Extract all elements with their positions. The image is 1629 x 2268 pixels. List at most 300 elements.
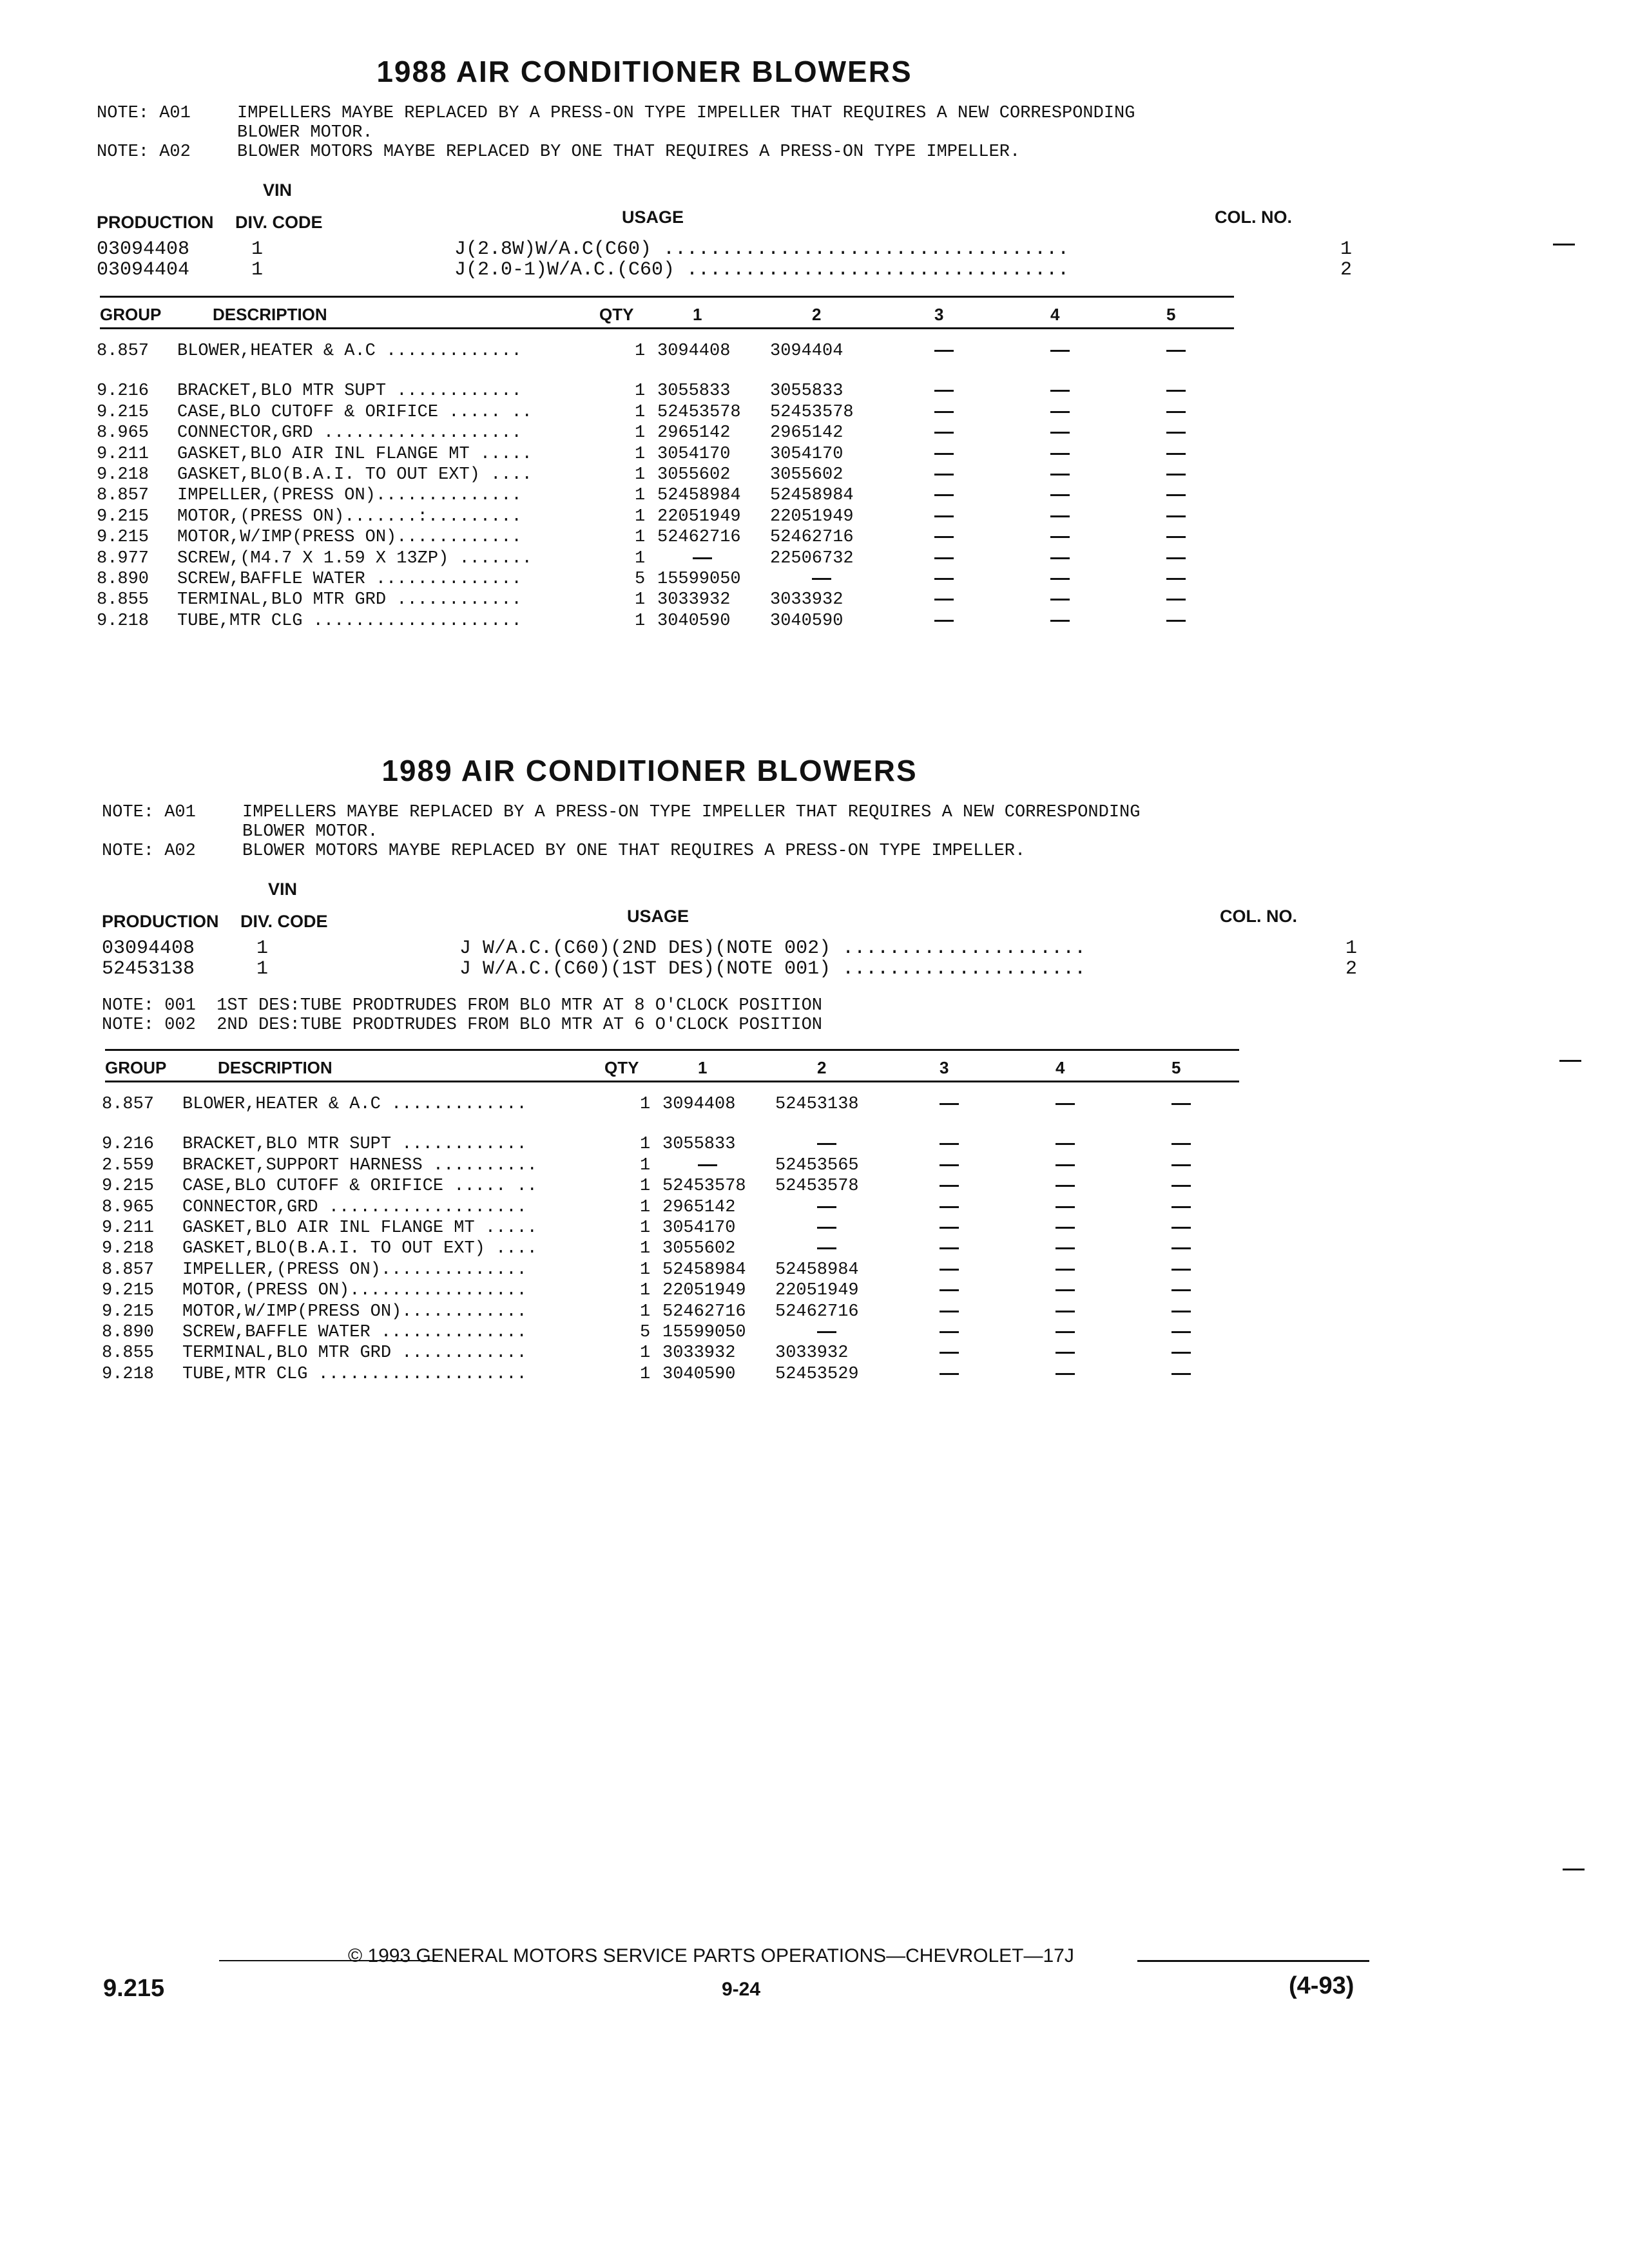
not-applicable-dash [1050,350,1070,352]
column-header-4: 4 [1055,1058,1065,1077]
not-applicable-dash [1171,1227,1191,1229]
revision-date: (4-93) [1289,1972,1354,1999]
part-number: 52458984 [770,486,854,506]
note-line: BLOWER MOTORS MAYBE REPLACED BY ONE THAT REQUIRES A PRESS-ON TYPE IMPELLER. [242,841,1026,861]
part-number: 3055602 [770,465,843,485]
column-header-description: DESCRIPTION [218,1058,333,1077]
note [97,142,1308,162]
usage-text: J W/A.C.(C60)(1ST DES)(NOTE 001) ..................... [459,958,1086,980]
column-header-qty: QTY [599,305,634,324]
vin-label: VIN [268,879,298,899]
section-title: 1989 AIR CONDITIONER BLOWERS [381,754,918,787]
not-applicable-dash [934,557,954,559]
usage-text: J(2.8W)W/A.C(C60) ................................... [454,238,1070,260]
note [97,104,1308,142]
table-row [97,485,1308,506]
not-applicable-dash [940,1206,959,1208]
not-applicable-dash [940,1289,959,1291]
group-code: 8.855 [97,590,149,610]
not-applicable-dash [934,494,954,496]
part-description: CONNECTOR,GRD ................... [177,423,522,443]
not-applicable-dash [1166,474,1186,476]
note-text [237,142,1308,162]
table-row [97,527,1308,548]
part-number: 52453565 [775,1155,859,1175]
column-header-1: 1 [693,305,702,324]
group-code: 9.216 [102,1135,155,1155]
not-applicable-dash [934,515,954,517]
part-number: 2965142 [657,423,731,443]
quantity: 1 [635,341,646,361]
part-number: 22051949 [775,1281,859,1301]
not-applicable-dash [812,578,831,580]
not-applicable-dash [934,599,954,601]
not-applicable-dash [1050,557,1070,559]
quantity: 1 [635,548,646,568]
table-row [102,1238,1313,1259]
note-line: BLOWER MOTOR. [242,822,378,841]
column-header-2: 2 [817,1058,827,1077]
part-number: 15599050 [662,1322,746,1342]
not-applicable-dash [940,1373,959,1375]
group-code: 8.965 [97,423,149,443]
not-applicable-dash [1055,1143,1075,1145]
part-description: GASKET,BLO AIR INL FLANGE MT ..... [182,1218,537,1238]
production-note: NOTE: 001 1ST DES:TUBE PRODTRUDES FROM BLO MTR AT 8 O'CLOCK POSITION [102,996,822,1015]
not-applicable-dash [1050,474,1070,476]
note-line: BLOWER MOTORS MAYBE REPLACED BY ONE THAT REQUIRES A PRESS-ON TYPE IMPELLER. [237,142,1021,162]
column-number: 1 [1340,238,1353,260]
usage-text: J(2.0-1)W/A.C.(C60) ................................. [454,259,1070,281]
column-header-group: GROUP [105,1058,167,1077]
not-applicable-dash [934,411,954,413]
part-number: 3055602 [657,465,731,485]
not-applicable-dash [934,620,954,622]
margin-mark [1559,1060,1581,1062]
part-number: 3054170 [657,444,731,464]
quantity: 1 [640,1155,651,1175]
note-label: NOTE: A01 [102,803,196,822]
not-applicable-dash [1055,1206,1075,1208]
group-code: 8.857 [102,1260,155,1280]
production-note: NOTE: 002 2ND DES:TUBE PRODTRUDES FROM BLO MTR AT 6 O'CLOCK POSITION [102,1015,822,1035]
quantity: 1 [640,1135,651,1155]
not-applicable-dash [1050,453,1070,455]
copyright: © 1993 GENERAL MOTORS SERVICE PARTS OPERATIONS—CHEVROLET—17J [348,1945,1074,1966]
part-number: 52458984 [775,1260,859,1280]
table-row [102,1218,1313,1238]
quantity: 1 [640,1281,651,1301]
part-number: 52462716 [770,528,854,548]
catalog-section [97,55,1353,631]
not-applicable-dash [1050,390,1070,392]
part-number: 15599050 [657,569,741,589]
table-row [102,1176,1313,1196]
not-applicable-dash [940,1143,959,1145]
part-description: TUBE,MTR CLG .................... [177,611,522,631]
not-applicable-dash [940,1164,959,1166]
quantity: 1 [640,1364,651,1384]
not-applicable-dash [1166,557,1186,559]
table-row [102,1094,1313,1115]
part-description: IMPELLER,(PRESS ON).............. [177,486,522,506]
part-number: 3094408 [657,341,731,361]
not-applicable-dash [1050,620,1070,622]
column-number: 2 [1340,259,1353,281]
column-number: 2 [1345,958,1358,980]
table-row [102,1343,1313,1363]
part-description: BLOWER,HEATER & A.C ............. [177,341,522,361]
col-no-label: COL. NO. [1215,207,1292,227]
part-description: CASE,BLO CUTOFF & ORIFICE ..... .. [182,1177,537,1196]
catalog-section [102,754,1358,1385]
vin-label: VIN [263,180,293,200]
part-number: 3054170 [770,444,843,464]
production-row [97,259,1353,281]
not-applicable-dash [1166,494,1186,496]
group-code: 9.215 [102,1177,155,1196]
quantity: 1 [635,506,646,526]
quantity: 1 [635,528,646,548]
not-applicable-dash [817,1206,836,1208]
section-page-number: 9.215 [103,1975,165,2002]
not-applicable-dash [1171,1269,1191,1271]
not-applicable-dash [1050,432,1070,434]
div-code-label: DIV. CODE [235,213,323,232]
part-description: CASE,BLO CUTOFF & ORIFICE ..... .. [177,402,532,422]
group-code: 8.890 [102,1322,155,1342]
col-no-label: COL. NO. [1220,907,1297,926]
parts-table-body [102,1094,1313,1385]
table-row [102,1302,1313,1322]
part-description: GASKET,BLO AIR INL FLANGE MT ..... [177,444,532,464]
not-applicable-dash [934,432,954,434]
not-applicable-dash [1166,620,1186,622]
table-row [97,465,1308,485]
not-applicable-dash [1171,1206,1191,1208]
production-row [102,958,1358,980]
not-applicable-dash [940,1311,959,1312]
not-applicable-dash [940,1185,959,1187]
group-code: 9.215 [102,1281,155,1301]
part-number: 52453578 [662,1177,746,1196]
column-header-5: 5 [1166,305,1176,324]
quantity: 1 [640,1260,651,1280]
quantity: 5 [640,1322,651,1342]
part-description: GASKET,BLO(B.A.I. TO OUT EXT) .... [182,1239,537,1259]
not-applicable-dash [1055,1289,1075,1291]
production-label: PRODUCTION [97,213,214,232]
group-code: 9.211 [97,444,149,464]
part-number: 3094408 [662,1095,736,1114]
part-number: 3033932 [657,590,731,610]
quantity: 1 [635,611,646,631]
part-number: 3054170 [662,1218,736,1238]
table-row [102,1260,1313,1280]
not-applicable-dash [1055,1352,1075,1354]
group-code: 9.216 [97,381,149,401]
note-text [237,104,1308,142]
not-applicable-dash [934,350,954,352]
group-code: 9.218 [102,1239,155,1259]
quantity: 1 [635,486,646,506]
group-code: 9.218 [102,1364,155,1384]
not-applicable-dash [1166,390,1186,392]
table-row [97,569,1308,590]
part-description: TERMINAL,BLO MTR GRD ............ [182,1343,527,1363]
group-code: 8.857 [97,341,149,361]
div-code: 1 [251,259,264,281]
group-code: 9.218 [97,611,149,631]
group-code: 8.857 [102,1095,155,1114]
not-applicable-dash [1050,494,1070,496]
note-text [242,841,1313,861]
not-applicable-dash [1055,1331,1075,1333]
not-applicable-dash [817,1143,836,1145]
group-code: 8.977 [97,548,149,568]
part-description: TERMINAL,BLO MTR GRD ............ [177,590,522,610]
part-description: SCREW,(M4.7 X 1.59 X 13ZP) ....... [177,548,532,568]
group-code: 9.211 [102,1218,155,1238]
note-label: NOTE: A02 [97,142,191,162]
page-footer [103,1945,1366,2002]
group-code: 9.215 [97,506,149,526]
quantity: 5 [635,569,646,589]
margin-mark [1563,1869,1585,1870]
section-title: 1988 AIR CONDITIONER BLOWERS [376,55,912,88]
not-applicable-dash [1171,1247,1191,1249]
part-number: 3033932 [662,1343,736,1363]
part-number: 52453578 [657,402,741,422]
group-code: 9.218 [97,465,149,485]
part-number: 52462716 [775,1302,859,1321]
not-applicable-dash [1055,1103,1075,1105]
not-applicable-dash [934,536,954,538]
part-number: 52453578 [775,1177,859,1196]
production-number: 52453138 [102,958,195,980]
production-label: PRODUCTION [102,912,219,931]
not-applicable-dash [1055,1373,1075,1375]
group-code: 2.559 [102,1155,155,1175]
part-number: 3094404 [770,341,843,361]
group-code: 8.965 [102,1197,155,1217]
quantity: 1 [640,1218,651,1238]
not-applicable-dash [1171,1331,1191,1333]
column-header-qty: QTY [604,1058,639,1077]
not-applicable-dash [940,1331,959,1333]
not-applicable-dash [1050,599,1070,601]
part-number: 52453138 [775,1095,859,1114]
group-code: 9.215 [102,1302,155,1321]
production-notes [102,996,1313,1035]
table-row [102,1134,1313,1155]
column-header-4: 4 [1050,305,1060,324]
table-row [102,1197,1313,1218]
not-applicable-dash [1166,453,1186,455]
quantity: 1 [635,444,646,464]
page-number: 9-24 [722,1979,761,2000]
not-applicable-dash [1171,1373,1191,1375]
quantity: 1 [635,423,646,443]
part-description: MOTOR,W/IMP(PRESS ON)............ [177,528,522,548]
part-number: 22506732 [770,548,854,568]
column-header-group: GROUP [100,305,162,324]
note [102,841,1313,861]
group-code: 9.215 [97,528,149,548]
production-number: 03094404 [97,259,190,281]
quantity: 1 [635,381,646,401]
table-row [97,341,1308,361]
part-description: BRACKET,BLO MTR SUPT ............ [182,1135,527,1155]
not-applicable-dash [940,1247,959,1249]
not-applicable-dash [1050,578,1070,580]
part-description: BLOWER,HEATER & A.C ............. [182,1095,527,1114]
table-row [97,402,1308,423]
not-applicable-dash [1166,536,1186,538]
group-code: 8.857 [97,486,149,506]
not-applicable-dash [940,1103,959,1105]
usage-label: USAGE [627,907,689,926]
not-applicable-dash [1055,1164,1075,1166]
not-applicable-dash [1166,515,1186,517]
part-description: MOTOR,W/IMP(PRESS ON)............ [182,1302,527,1321]
table-row [102,1364,1313,1385]
quantity: 1 [635,465,646,485]
table-row [97,506,1308,527]
not-applicable-dash [1055,1311,1075,1312]
column-header-3: 3 [940,1058,949,1077]
part-number: 52462716 [662,1302,746,1321]
part-number: 52453529 [775,1364,859,1384]
column-header-description: DESCRIPTION [213,305,327,324]
part-description: CONNECTOR,GRD ................... [182,1197,527,1217]
group-code: 9.215 [97,402,149,422]
not-applicable-dash [1055,1227,1075,1229]
quantity: 1 [640,1239,651,1259]
parts-table-header-rule [105,1081,1239,1082]
parts-table-header [102,1051,1313,1081]
column-header-5: 5 [1171,1058,1181,1077]
production-row [97,238,1353,260]
not-applicable-dash [934,390,954,392]
not-applicable-dash [934,578,954,580]
quantity: 1 [640,1343,651,1363]
not-applicable-dash [817,1227,836,1229]
note-line: BLOWER MOTOR. [237,123,373,142]
note-text [242,803,1313,841]
part-number: 3033932 [775,1343,849,1363]
footer-rule [1137,1960,1369,1962]
part-description: MOTOR,(PRESS ON).......:......... [177,506,522,526]
group-code: 8.890 [97,569,149,589]
not-applicable-dash [1166,411,1186,413]
column-number: 1 [1345,937,1358,959]
part-number: 52458984 [662,1260,746,1280]
production-number: 03094408 [102,937,195,959]
table-row [102,1322,1313,1343]
parts-table-header-rule [100,327,1234,329]
not-applicable-dash [1166,578,1186,580]
part-description: IMPELLER,(PRESS ON).............. [182,1260,527,1280]
table-row [102,1155,1313,1176]
table-row [97,590,1308,610]
parts-table-header [97,298,1308,327]
not-applicable-dash [1055,1269,1075,1271]
note [102,803,1313,841]
quantity: 1 [635,402,646,422]
part-number: 52462716 [657,528,741,548]
column-header-1: 1 [698,1058,708,1077]
note-line: IMPELLERS MAYBE REPLACED BY A PRESS-ON TYPE IMPELLER THAT REQUIRES A NEW CORRESPONDING [237,104,1135,123]
part-number: 2965142 [770,423,843,443]
not-applicable-dash [693,557,712,559]
part-description: MOTOR,(PRESS ON)................. [182,1281,527,1301]
group-code: 8.855 [102,1343,155,1363]
not-applicable-dash [817,1331,836,1333]
part-number: 22051949 [657,506,741,526]
part-description: BRACKET,BLO MTR SUPT ............ [177,381,522,401]
not-applicable-dash [1171,1185,1191,1187]
not-applicable-dash [934,453,954,455]
part-number: 22051949 [770,506,854,526]
part-number: 3055833 [662,1135,736,1155]
not-applicable-dash [1055,1185,1075,1187]
not-applicable-dash [940,1227,959,1229]
quantity: 1 [640,1095,651,1114]
production-number: 03094408 [97,238,190,260]
div-code: 1 [251,238,264,260]
usage-label: USAGE [622,207,684,227]
table-row [97,548,1308,569]
part-description: GASKET,BLO(B.A.I. TO OUT EXT) .... [177,465,532,485]
part-number: 52458984 [657,486,741,506]
part-description: TUBE,MTR CLG .................... [182,1364,527,1384]
part-number: 3040590 [770,611,843,631]
parts-table-body [97,341,1308,631]
production-header [102,879,1313,938]
not-applicable-dash [1166,599,1186,601]
div-code: 1 [256,937,269,959]
not-applicable-dash [1050,536,1070,538]
part-number: 2965142 [662,1197,736,1217]
not-applicable-dash [1171,1143,1191,1145]
not-applicable-dash [1171,1289,1191,1291]
part-description: SCREW,BAFFLE WATER .............. [177,569,522,589]
table-row [97,423,1308,443]
div-code: 1 [256,958,269,980]
part-number: 3055833 [657,381,731,401]
table-row [97,381,1308,401]
quantity: 1 [640,1197,651,1217]
quantity: 1 [640,1302,651,1321]
production-header [97,180,1308,239]
quantity: 1 [635,590,646,610]
part-number: 3055602 [662,1239,736,1259]
note-label: NOTE: A01 [97,104,191,123]
not-applicable-dash [1171,1311,1191,1312]
column-header-2: 2 [812,305,822,324]
part-number: 3033932 [770,590,843,610]
note-label: NOTE: A02 [102,841,196,861]
not-applicable-dash [934,474,954,476]
table-row [102,1280,1313,1301]
usage-text: J W/A.C.(C60)(2ND DES)(NOTE 002) ..................... [459,937,1086,959]
not-applicable-dash [1171,1352,1191,1354]
note-line: IMPELLERS MAYBE REPLACED BY A PRESS-ON TYPE IMPELLER THAT REQUIRES A NEW CORRESPONDING [242,803,1141,822]
part-number: 3040590 [657,611,731,631]
not-applicable-dash [698,1164,717,1166]
part-number: 3055833 [770,381,843,401]
